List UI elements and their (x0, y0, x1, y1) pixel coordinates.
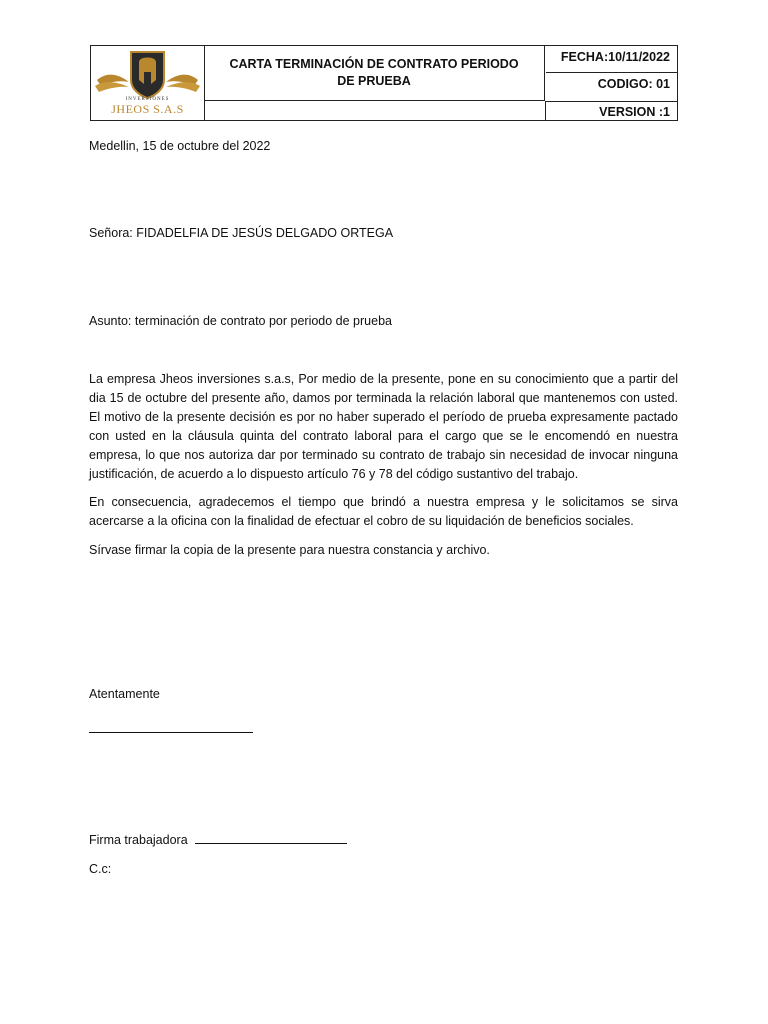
logo-cell (91, 46, 205, 120)
worker-signature-row (89, 831, 678, 850)
document-code: CODIGO: 01 (546, 73, 677, 102)
sender-signature-line (89, 732, 253, 733)
body-paragraph-3: Sírvase firmar la copia de la presente para nuestra constancia y archivo. (89, 543, 490, 557)
document-header (90, 45, 678, 121)
id-label: C.c: (89, 862, 112, 876)
document-version: VERSION :1 (599, 105, 670, 119)
subject: Asunto: terminación de contrato por periodo de prueba (89, 314, 392, 328)
place-date: Medellin, 15 de octubre del 2022 (89, 139, 271, 153)
closing: Atentamente (89, 687, 160, 701)
body-paragraph-2: En consecuencia, agradecemos el tiempo que brindó a nuestra empresa y le solicitamos se sirva acercarse a la oficina con la finalidad de efectuar el cobro de su liquidación de beneficios sociales. (89, 495, 678, 528)
recipient: Señora: FIDADELFIA DE JESÚS DELGADO ORTEGA (89, 226, 394, 240)
document-title: CARTA TERMINACIÓN DE CONTRATO PERIODO DE PRUEBA (204, 46, 545, 101)
logo-brand-name: JHEOS S.A.S (111, 102, 184, 116)
worker-signature-label: Firma trabajadora (89, 833, 188, 847)
body-paragraph-1: La empresa Jheos inversiones s.a.s, Por medio de la presente, pone en su conocimiento que a partir del dia 15 de octubre del presente año, damos por terminada la relación laboral que mantenemos con usted. El motivo de la presente decisión es por no haber superado el período de prueba expresamente pactado con usted en la cláusula quinta del contrato laboral para el cargo que se le encomendó en nuestra empresa, lo que nos autoriza dar por terminado su contrato de trabajo sin necesidad de invocar ninguna justificación, de acuerdo a lo dispuesto artículo 76 y 78 del código sustantivo del trabajo. (89, 372, 678, 481)
logo-brand-top: INVERSIONES (125, 97, 170, 102)
worker-signature-line (195, 843, 347, 844)
title-blank-row (204, 101, 546, 120)
document-date: FECHA:10/11/2022 (546, 46, 677, 73)
